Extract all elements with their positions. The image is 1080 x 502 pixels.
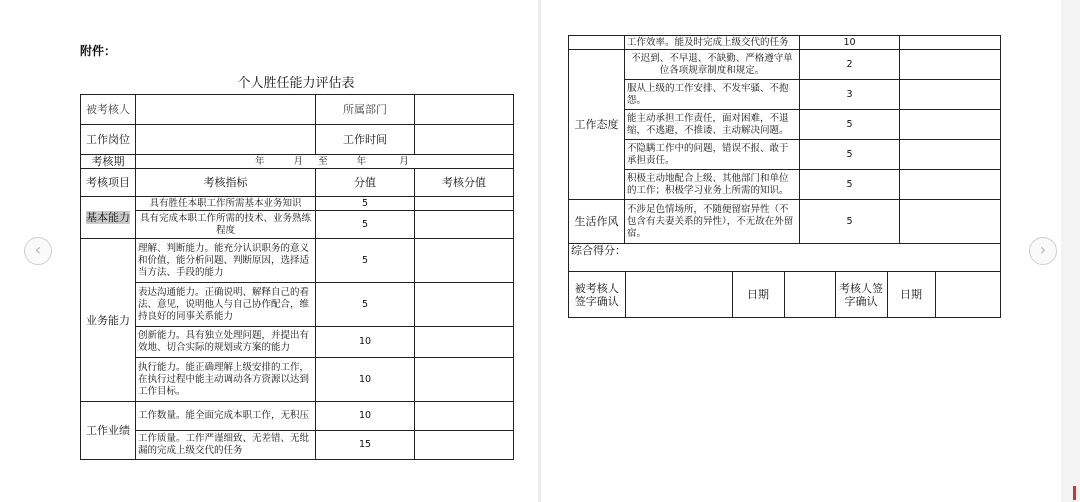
indicator-cell: 具有胜任本职工作所需基本业务知识 [136,197,316,211]
assessed-score-cell[interactable] [900,36,1001,50]
assessed-score-cell[interactable] [900,110,1001,140]
signature-table [569,272,1001,317]
assessor-sign-label: 考核人签字确认 [835,272,887,317]
score-cell: 10 [316,358,415,402]
col-score-header: 分值 [316,169,415,197]
date-label-2: 日期 [887,272,935,317]
score-cell: 5 [800,200,900,244]
corner-marker [1073,486,1076,500]
assessee-label: 被考核人 [81,95,136,125]
period-to: 至 [318,155,328,167]
table-row [81,327,514,358]
assessed-score-cell[interactable] [415,283,514,327]
assessed-score-cell[interactable] [900,80,1001,110]
document-title: 个人胜任能力评估表 [237,76,355,91]
col-assessed-header: 考核分值 [415,169,514,197]
score-cell: 15 [316,431,415,460]
table-row [569,80,1001,110]
score-cell: 5 [800,170,900,200]
assessed-score-cell[interactable] [415,358,514,402]
score-cell: 5 [316,197,415,211]
date-field-2[interactable] [935,272,1001,317]
attachment-label: 附件： [80,44,117,58]
date-label-1: 日期 [732,272,784,317]
category-business-ability: 业务能力 [81,239,136,402]
table-row [569,140,1001,170]
signature-row [569,272,1001,318]
department-label: 所属部门 [316,95,415,125]
evaluation-table-left [80,94,514,460]
assessee-sign-field[interactable] [625,272,732,317]
table-row [569,200,1001,244]
score-cell: 5 [316,211,415,239]
indicator-cell: 具有完成本职工作所需的技术、业务熟练程度 [136,211,316,239]
assessed-score-cell[interactable] [900,50,1001,80]
indicator-cell: 理解、判断能力。能充分认识职务的意义和价值，能分析问题、判断原因，选择适当方法、手段的能力 [136,239,316,283]
period-month1: 月 [293,155,304,167]
category-basic-ability: 基本能力 [86,211,130,224]
indicator-cell: 不涉足色情场所，不随便留宿异性（不包含有夫妻关系的异性），不无故在外留宿。 [625,200,800,244]
category-cell [81,197,136,239]
table-row [81,358,514,402]
indicator-cell: 执行能力。能正确理解上级安排的工作，在执行过程中能主动调动各方资源以达到工作目标。 [136,358,316,402]
next-page-button[interactable] [1029,237,1057,265]
period-year2: 年 [356,155,367,167]
document-page-right [541,0,1061,502]
category-work-attitude: 工作态度 [569,50,625,200]
total-score-label: 综合得分： [571,244,626,257]
score-cell: 5 [316,283,415,327]
table-row [569,36,1001,50]
score-cell: 10 [316,402,415,431]
signature-cell [569,272,1001,318]
category-lifestyle: 生活作风 [569,200,625,244]
department-value[interactable] [415,95,514,125]
indicator-cell: 表达沟通能力。正确说明、解释自己的看法、意见，说明他人与自己协作配合，维持良好的同事关系能力 [136,283,316,327]
assessee-sign-label: 被考核人签字确认 [569,272,625,317]
category-work-performance: 工作业绩 [81,402,136,460]
assessed-score-cell[interactable] [415,402,514,431]
position-label: 工作岗位 [81,125,136,155]
indicator-cell: 工作效率。能及时完成上级交代的任务 [625,36,800,50]
table-row [81,283,514,327]
indicator-cell: 不迟到、不早退、不缺勤、严格遵守单位各项规章制度和规定。 [625,50,800,80]
period-year1: 年 [255,155,265,167]
position-value[interactable] [136,125,316,155]
table-row [81,211,514,239]
table-row [81,197,514,211]
chevron-left-icon: ‹ [34,240,42,259]
table-row [81,431,514,460]
assessed-score-cell[interactable] [415,327,514,358]
assessed-score-cell[interactable] [415,239,514,283]
col-item-header: 考核项目 [81,169,136,197]
period-label: 考核期 [81,155,136,169]
period-value [136,155,514,169]
evaluation-table-right [568,35,1001,318]
period-month2: 月 [399,155,409,167]
assessed-score-cell[interactable] [415,431,514,460]
category-cell [569,36,625,50]
assessee-value[interactable] [136,95,316,125]
score-cell: 10 [316,327,415,358]
indicator-cell: 不隐瞒工作中的问题，错误不报、敢于承担责任。 [625,140,800,170]
score-cell: 5 [800,110,900,140]
assessed-score-cell[interactable] [415,197,514,211]
table-row [81,402,514,431]
assessed-score-cell[interactable] [900,170,1001,200]
work-time-value[interactable] [415,125,514,155]
indicator-cell: 工作数量。能全面完成本职工作，无积压 [136,402,316,431]
score-cell: 2 [800,50,900,80]
indicator-cell: 工作质量。工作严谨细致、无差错、无纰漏的完成上级交代的任务 [136,431,316,460]
document-page-left [0,0,538,502]
chevron-right-icon: › [1039,240,1047,259]
assessed-score-cell[interactable] [415,211,514,239]
indicator-cell: 能主动承担工作责任，面对困难，不退缩，不逃避，不推诿、主动解决问题。 [625,110,800,140]
assessed-score-cell[interactable] [900,140,1001,170]
table-row [569,50,1001,80]
table-row [81,239,514,283]
indicator-cell: 服从上级的工作安排、不发牢骚、不抱怨。 [625,80,800,110]
score-cell: 5 [800,140,900,170]
indicator-cell: 积极主动地配合上级、其他部门和单位的工作；积极学习业务上所需的知识。 [625,170,800,200]
total-score-cell[interactable] [569,244,1001,272]
score-cell: 3 [800,80,900,110]
assessed-score-cell[interactable] [900,200,1001,244]
work-time-label: 工作时间 [316,125,415,155]
score-cell: 5 [316,239,415,283]
col-indicator-header: 考核指标 [136,169,316,197]
table-row [569,170,1001,200]
indicator-cell: 创新能力。具有独立处理问题，并提出有效地、切合实际的规划或方案的能力 [136,327,316,358]
score-cell: 10 [800,36,900,50]
date-field-1[interactable] [784,272,835,317]
total-row [569,244,1001,272]
table-row [569,110,1001,140]
prev-page-button[interactable] [24,237,52,265]
